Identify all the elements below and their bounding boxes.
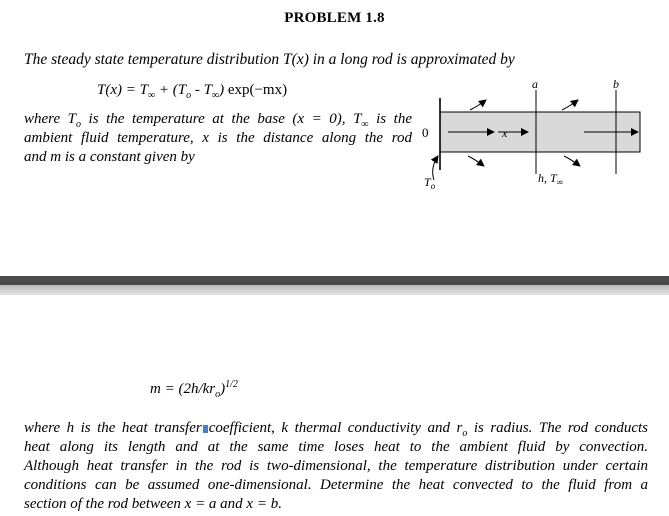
flow-arrow-top-mid: [562, 100, 578, 110]
m-eq-sup: 1/2: [225, 379, 238, 390]
label-T-sub: o: [430, 181, 436, 191]
formula-inf-sub-2: ∞: [211, 90, 220, 101]
m-eq-text: m = (2h/kr: [150, 381, 216, 397]
para2-line-4: conditions can be assumed one-dimensional. Determine the heat convected to the fluid from a: [24, 477, 648, 493]
where-line-3: and m is a constant given by: [24, 149, 195, 165]
formula-lhs: T(x) = T: [97, 82, 148, 98]
where-o-sub: o: [76, 119, 81, 130]
para2-line1-a: where h is the heat transfer: [24, 420, 202, 436]
x-label: x: [502, 126, 508, 140]
description-paragraph: [24, 419, 648, 514]
para2-o-sub: o: [462, 428, 468, 439]
where-line1-b: is the temperature at the base (x = 0), T: [81, 111, 362, 127]
formula-mid3: ): [219, 82, 228, 98]
rod-figure: [412, 70, 652, 200]
temperature-formula: [97, 82, 287, 99]
where-paragraph: [24, 110, 412, 167]
label-h-inf: ∞: [556, 177, 564, 187]
where-line-1: [24, 110, 412, 129]
m-eq-sub: o: [215, 389, 221, 400]
formula-mid1: + (T: [155, 82, 187, 98]
label-b: b: [613, 77, 619, 91]
where-line1-a: where T: [24, 111, 76, 127]
label-h: [538, 171, 563, 187]
page-divider-dark: [0, 276, 669, 285]
intro-text: The steady state temperature distribution T(x) in a long rod is approximated by: [24, 51, 515, 68]
base-temp-arrow: [433, 156, 438, 180]
label-zero: 0: [422, 125, 429, 140]
formula-inf-sub-1: ∞: [147, 90, 156, 101]
problem-title: PROBLEM 1.8: [284, 10, 385, 26]
m-equation: [150, 381, 238, 398]
flow-arrow-bottom-mid: [564, 156, 580, 166]
label-T: [424, 175, 436, 191]
para2-line-2: heat along its length and at the same time loses heat to the ambient fluid by convection.: [24, 439, 648, 455]
para2-line1-b: coefficient, k thermal conductivity and r: [208, 420, 463, 436]
para2-line-5: section of the rod between x = a and x = b.: [24, 496, 282, 512]
flow-arrow-bottom-left: [468, 156, 484, 166]
formula-mid2: - T: [191, 82, 212, 98]
flow-arrow-top-left: [470, 100, 486, 110]
para2-line1-c: is radius. The rod conducts: [467, 420, 648, 436]
label-h-main: h, T: [538, 171, 557, 185]
para2-line-1: [24, 419, 648, 438]
label-a: a: [532, 77, 538, 91]
page-divider-light: [0, 285, 669, 295]
where-line1-c: is the: [368, 111, 412, 127]
where-inf-sub: ∞: [361, 119, 369, 130]
label-T-main: T: [424, 175, 431, 189]
where-line-2: ambient fluid temperature, x is the distance along the rod: [24, 130, 412, 146]
m-eq-close: ): [220, 381, 226, 397]
para2-line-3: Although heat transfer in the rod is two-dimensional, the temperature distribution under certain: [24, 458, 648, 474]
formula-o-sub: o: [186, 90, 192, 101]
text-cursor-icon: [203, 425, 208, 433]
formula-exp: exp(−mx): [227, 82, 288, 98]
